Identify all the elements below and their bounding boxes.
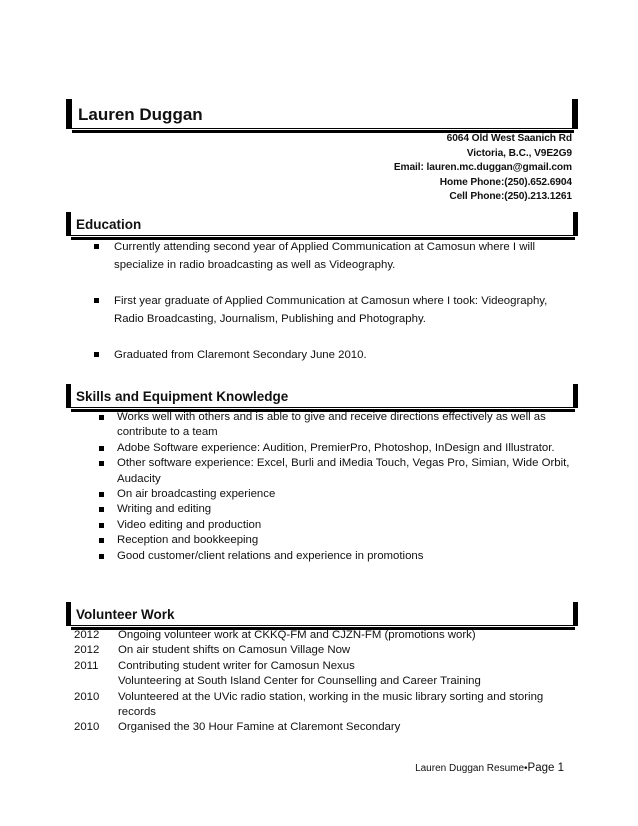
email: Email: lauren.mc.duggan@gmail.com xyxy=(393,162,572,174)
volunteer-text: Volunteering at South Island Center for Counselling and Career Training xyxy=(118,675,481,688)
bullet-icon xyxy=(99,461,104,466)
list-item xyxy=(74,690,574,721)
bullet-icon xyxy=(99,492,104,497)
list-item xyxy=(74,643,574,658)
volunteer-title: Volunteer Work xyxy=(76,607,175,622)
list-item xyxy=(92,346,562,364)
bullet-icon xyxy=(99,507,104,512)
heading-underline xyxy=(71,235,573,236)
skill-item-text: Reception and bookkeeping xyxy=(117,534,259,547)
page-number: Page 1 xyxy=(527,762,564,774)
education-title: Education xyxy=(76,217,142,232)
volunteer-heading-bar xyxy=(66,602,578,626)
bullet-icon xyxy=(99,554,104,559)
list-item xyxy=(94,518,584,533)
footer-separator: • xyxy=(524,763,528,774)
skill-item-text: Video editing and production xyxy=(117,518,262,531)
address-line-1: 6064 Old West Saanich Rd xyxy=(446,133,572,144)
volunteer-year: 2012 xyxy=(74,644,100,657)
volunteer-year xyxy=(74,674,118,689)
skill-item-text: Good customer/client relations and experience in promotions xyxy=(117,549,424,562)
volunteer-text: On air student shifts on Camosun Village Now xyxy=(118,644,351,657)
list-item xyxy=(74,628,574,643)
skill-item-text: Writing and editing xyxy=(117,503,212,516)
skills-title: Skills and Equipment Knowledge xyxy=(76,389,289,404)
bullet-icon xyxy=(99,446,104,451)
list-item xyxy=(94,533,584,548)
education-list xyxy=(92,238,562,382)
heading-underline xyxy=(71,407,573,408)
heading-underline xyxy=(72,128,572,129)
education-heading-bar xyxy=(66,212,578,236)
bullet-icon xyxy=(99,415,104,420)
list-item xyxy=(94,456,584,487)
bullet-icon xyxy=(94,244,99,249)
footer-label: Lauren Duggan Resume xyxy=(415,763,525,774)
list-item xyxy=(94,441,584,456)
volunteer-list xyxy=(74,628,574,736)
volunteer-text: Organised the 30 Hour Famine at Claremont Secondary xyxy=(118,721,401,734)
list-item xyxy=(94,549,584,564)
skill-item-text: Other software experience: Excel, Burli and iMedia Touch, Vegas Pro, Simian, Wide Orbit, Audacity xyxy=(117,457,570,485)
volunteer-text: Contributing student writer for Camosun Nexus xyxy=(118,659,355,672)
skills-list xyxy=(94,410,584,564)
skill-item-text: Adobe Software experience: Audition, PremierPro, Photoshop, InDesign and Illustrator. xyxy=(117,441,555,454)
heading-underline xyxy=(71,625,573,626)
list-item xyxy=(92,238,562,274)
name-heading-bar xyxy=(66,99,578,129)
bullet-icon xyxy=(99,538,104,543)
volunteer-year: 2010 xyxy=(74,690,100,703)
cell-phone: Cell Phone:(250).213.1261 xyxy=(449,191,572,203)
volunteer-year: 2010 xyxy=(74,721,100,734)
skill-item-text: On air broadcasting experience xyxy=(117,488,276,501)
address-line-2: Victoria, B.C., V9E2G9 xyxy=(466,147,572,159)
home-phone: Home Phone:(250).652.6904 xyxy=(439,176,572,188)
volunteer-text: Volunteered at the UVic radio station, working in the music library sorting and storing records xyxy=(118,690,544,719)
bullet-icon xyxy=(99,523,104,528)
volunteer-year: 2012 xyxy=(74,629,100,641)
list-item xyxy=(74,720,574,735)
education-item-text: First year graduate of Applied Communication at Camosun where I took: Videography, Radio Broadcasting, Journalism, Publishing and Photography. xyxy=(114,295,548,325)
volunteer-text: Ongoing volunteer work at CKKQ-FM and CJZN-FM (promotions work) xyxy=(118,629,476,641)
bullet-icon xyxy=(94,352,99,357)
list-item xyxy=(94,487,584,502)
education-item-text: Currently attending second year of Applied Communication at Camosun where I will specialize in radio broadcasting as well as Videography. xyxy=(114,241,536,271)
skills-heading-bar xyxy=(66,384,578,408)
list-item xyxy=(94,502,584,517)
list-item xyxy=(74,659,574,674)
page-footer xyxy=(415,762,564,774)
volunteer-year: 2011 xyxy=(74,659,99,672)
bullet-icon xyxy=(94,298,99,303)
contact-block xyxy=(394,132,572,205)
education-item-text: Graduated from Claremont Secondary June 2010. xyxy=(114,349,367,361)
skill-item-text: Works well with others and is able to give and receive directions effectively as well as contribute to a team xyxy=(117,411,546,439)
list-item xyxy=(92,292,562,328)
applicant-name: Lauren Duggan xyxy=(78,105,203,124)
list-item xyxy=(94,410,584,441)
list-item xyxy=(74,674,574,689)
